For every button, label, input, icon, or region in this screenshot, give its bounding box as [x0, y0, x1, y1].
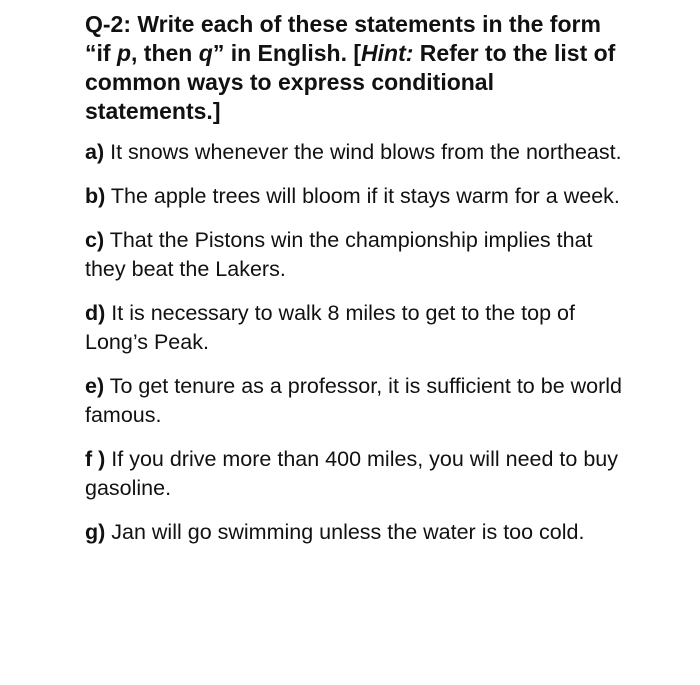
exercise-page: [85, 10, 625, 562]
statement-b: [85, 182, 625, 211]
statement-text: The apple trees will bloom if it stays warm for a week.: [105, 184, 620, 208]
heading-mid2: ” in English. [: [212, 40, 362, 66]
statement-letter: b): [85, 184, 106, 208]
statement-a: [85, 138, 625, 167]
statement-letter: f ): [85, 447, 106, 471]
statement-e: [85, 372, 625, 430]
statement-letter: g): [85, 520, 106, 544]
statement-text: Jan will go swimming unless the water is too cold.: [105, 520, 585, 544]
heading-suffix: Refer to the list of common ways to express conditional statements.]: [85, 40, 616, 124]
heading-p: p: [116, 40, 132, 66]
heading-mid1: , then: [131, 40, 199, 66]
statement-text: To get tenure as a professor, it is sufficient to be world famous.: [85, 374, 623, 427]
question-heading: [85, 10, 625, 126]
statement-d: [85, 299, 625, 357]
statement-letter: c): [85, 228, 105, 252]
heading-hint-label: Hint:: [361, 40, 414, 66]
statement-g: [85, 518, 625, 547]
statement-letter: d): [85, 301, 106, 325]
statement-text: It snows whenever the wind blows from the northeast.: [104, 140, 622, 164]
statement-text: If you drive more than 400 miles, you will need to buy gasoline.: [85, 447, 618, 500]
statement-text: It is necessary to walk 8 miles to get to the top of Long’s Peak.: [85, 301, 575, 354]
statement-c: [85, 226, 625, 284]
statement-letter: a): [85, 140, 105, 164]
heading-prefix: Q-2: Write each of these statements in the form “if: [85, 11, 601, 66]
heading-q: q: [198, 40, 213, 66]
statement-f: [85, 445, 625, 503]
statement-text: That the Pistons win the championship implies that they beat the Lakers.: [85, 228, 593, 281]
statement-letter: e): [85, 374, 105, 398]
